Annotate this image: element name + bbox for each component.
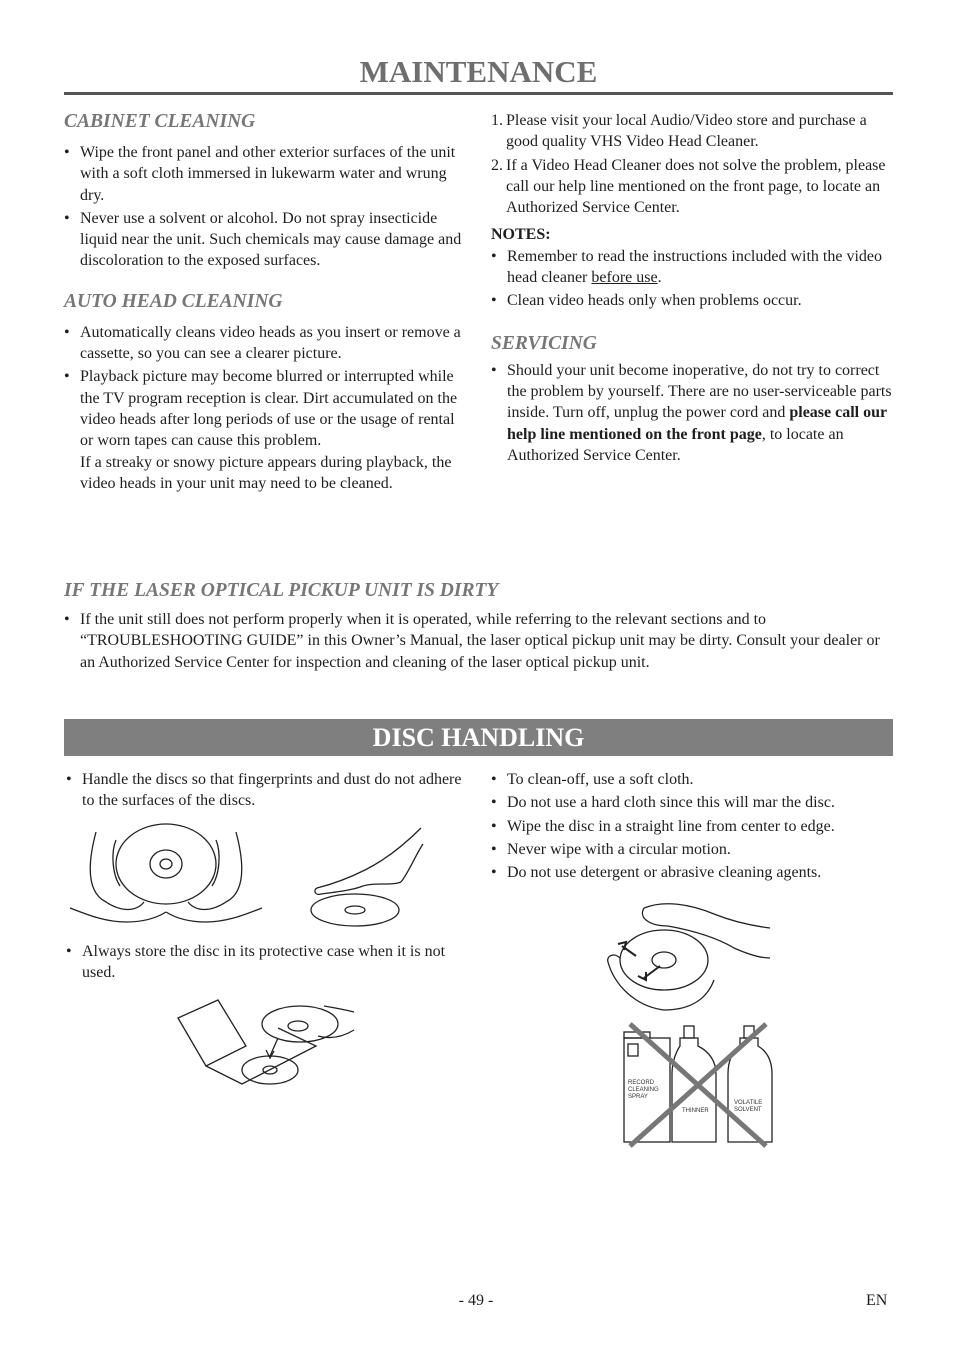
servicing-bold: please call our help line mentioned on the front page	[507, 404, 887, 443]
disc-wiping-illustration	[604, 900, 772, 1014]
list-item	[64, 366, 464, 494]
list-item	[491, 360, 893, 466]
list-item	[491, 110, 893, 153]
laser-heading: IF THE LASER OPTICAL PICKUP UNIT IS DIRTY	[64, 580, 499, 601]
note-text: Remember to read the instructions included with the video head cleaner	[507, 247, 883, 287]
notes-list	[491, 246, 893, 312]
list-item: • Wipe the disc in a straight line from center to edge.	[491, 816, 893, 837]
servicing-text: Should your unit become inoperative, do not try to correct the problem by yourself. There are no user-serviceable parts inside. Turn off, unplug the power cord and	[507, 361, 892, 422]
note-text-end: .	[657, 269, 662, 287]
list-item: • Do not use detergent or abrasive cleaning agents.	[491, 862, 893, 883]
bottles-svg	[620, 1022, 776, 1150]
notes-heading: NOTES:	[491, 226, 551, 244]
disc-case-storage-illustration	[174, 996, 358, 1086]
step-number: 2.	[491, 156, 503, 174]
solvent-label-line-1: VOLATILE	[734, 1100, 763, 1106]
list-item: • If the unit still does not perform properly when it is operated, while referring to the relevant sections and to “TROUBLESHOOTING GUIDE” in this Owner’s Manual, the laser optical pickup unit may be dirty. Consult your dealer or an Authorized Service Center for inspection and cleaning of the laser optical pickup unit.	[64, 609, 893, 673]
step-text: If a Video Head Cleaner does not solve the problem, please call our help line mentioned on the front page, to locate an Authorized Service Center.	[506, 156, 886, 217]
list-item: • Wipe the front panel and other exterior surfaces of the unit with a soft cloth immersed in lukewarm water and wrung dry.	[64, 142, 464, 206]
spray-label-line-1: RECORD	[628, 1080, 655, 1086]
auto-head-heading: AUTO HEAD CLEANING	[64, 290, 283, 312]
cabinet-list	[64, 142, 464, 272]
disc-left-bottom	[66, 941, 464, 986]
spray-label-line-3: SPRAY	[628, 1094, 648, 1100]
right-column	[491, 110, 893, 468]
list-item: • Automatically cleans video heads as you insert or remove a cassette, so you can see a clearer picture.	[64, 322, 464, 365]
list-item: • Never wipe with a circular motion.	[491, 839, 893, 860]
page-title: MAINTENANCE	[359, 54, 598, 89]
disc-handling-title: DISC HANDLING	[64, 719, 893, 756]
laser-section	[64, 579, 893, 675]
list-item-text: • Playback picture may become blurred or interrupted while the TV program reception is clear. Dirt accumulated on the video heads after long periods of use or the usage of rental or worn tapes can cause this problem.	[80, 368, 458, 450]
list-item	[491, 155, 893, 219]
disc-left-list-2	[66, 941, 464, 984]
auto-head-list	[64, 322, 464, 494]
left-column	[64, 110, 464, 496]
language-code: EN	[866, 1292, 888, 1309]
servicing-list	[491, 360, 893, 466]
laser-list	[64, 609, 893, 673]
disc-right	[491, 769, 893, 885]
hand-lifting-disc-illustration	[305, 826, 429, 930]
page-number: - 49 -	[458, 1292, 494, 1309]
disc-left-top	[66, 769, 464, 814]
list-item: • Do not use a hard cloth since this will mar the disc.	[491, 792, 893, 813]
list-item-text: If a streaky or snowy picture appears during playback, the video heads in your unit may need to be cleaned.	[80, 453, 452, 492]
list-item	[491, 246, 893, 289]
list-item: • Never use a solvent or alcohol. Do not spray insecticide liquid near the unit. Such chemicals may cause damage and discoloration to the exposed surfaces.	[64, 208, 464, 272]
step-text: Please visit your local Audio/Video store and purchase a good quality VHS Video Head Cleaner.	[506, 112, 867, 151]
list-item: • Always store the disc in its protective case when it is not used.	[66, 941, 464, 984]
servicing-heading: SERVICING	[491, 332, 597, 354]
hands-holding-disc-illustration	[66, 822, 266, 932]
list-item: • Clean video heads only when problems occur.	[491, 290, 893, 311]
disc-right-list	[491, 769, 893, 883]
cleaning-agents-prohibited-illustration	[620, 1022, 776, 1150]
list-item: • To clean-off, use a soft cloth.	[491, 769, 893, 790]
solvent-label-line-2: SOLVENT	[734, 1107, 762, 1113]
step-number: 1.	[491, 112, 503, 129]
cabinet-heading: CABINET CLEANING	[64, 111, 256, 132]
title-rule	[64, 92, 893, 95]
disc-left-list	[66, 769, 464, 812]
note-underline: before use	[591, 269, 658, 287]
thinner-label: THINNER	[682, 1108, 709, 1114]
head-cleaner-steps	[491, 110, 893, 218]
servicing-text-end: , to locate an Authorized Service Center.	[507, 425, 844, 464]
spray-label-line-2: CLEANING	[628, 1087, 659, 1093]
list-item: • Handle the discs so that fingerprints and dust do not adhere to the surfaces of the discs.	[66, 769, 464, 812]
